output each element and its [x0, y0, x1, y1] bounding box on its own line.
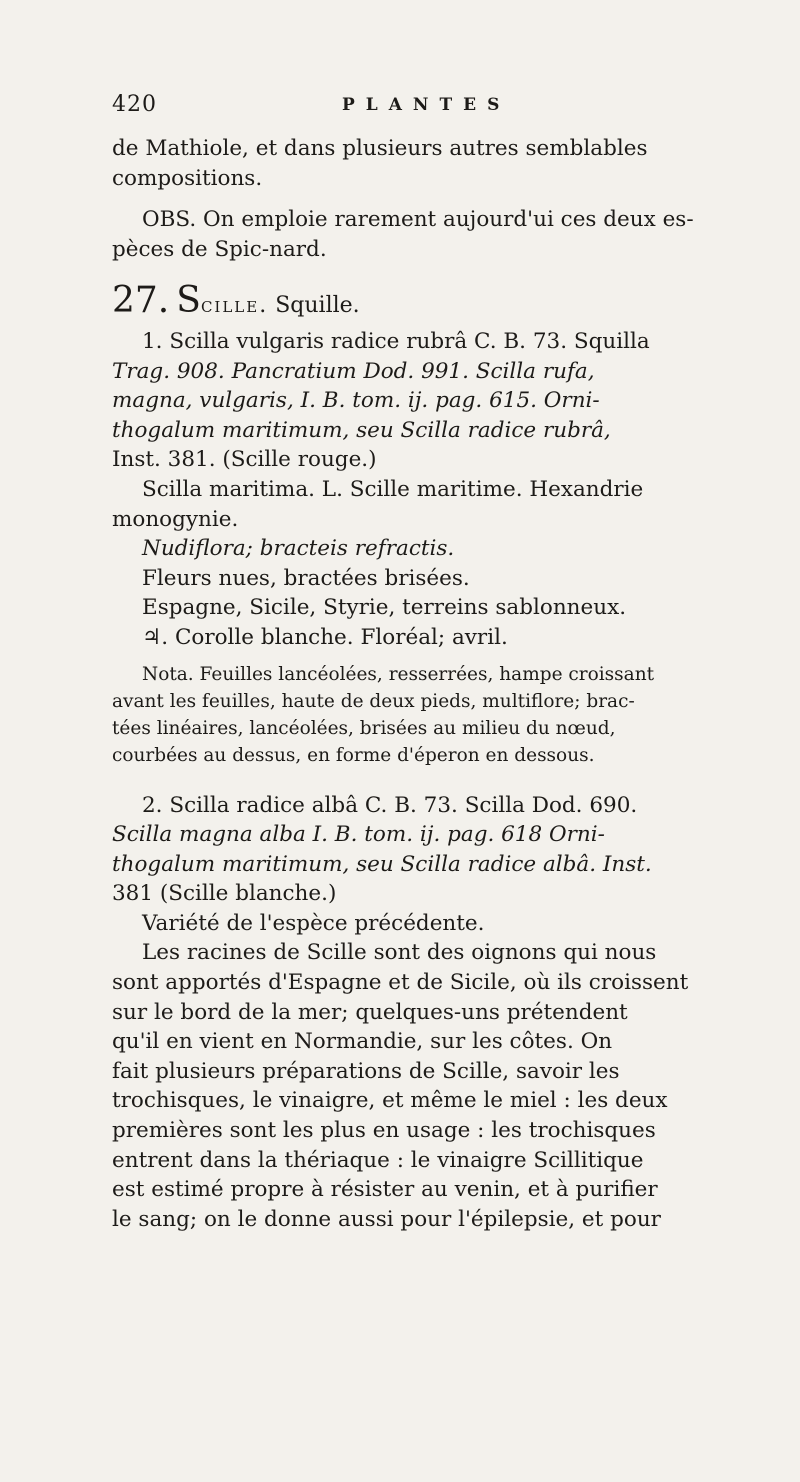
obs-paragraph: [112, 205, 767, 264]
synonym-line: Trag. 908. Pancratium Dod. 991. Scilla rufa,: [112, 358, 595, 384]
text-line: compositions.: [112, 165, 263, 191]
text-line: est estimé propre à résister au venin, et à purifier: [112, 1177, 658, 1203]
variety-line: Variété de l'espèce précédente.: [142, 910, 485, 936]
character-french: Fleurs nues, bractées brisées.: [142, 565, 470, 591]
synonym-line: thogalum maritimum, seu Scilla radice rubrâ,: [112, 417, 611, 443]
genus-initial: S: [176, 280, 201, 322]
synonym-line: Scilla magna alba I. B. tom. ij. pag. 618 Orni-: [112, 822, 605, 848]
text-line: trochisques, le vinaigre, et même le miel : les deux: [112, 1088, 668, 1114]
common-name: Squille.: [275, 293, 360, 319]
uses-paragraph: [112, 938, 767, 1234]
text-line: entrent dans la thériaque : le vinaigre Scillitique: [112, 1147, 644, 1173]
synonym-line: 1. Scilla vulgaris radice rubrâ C. B. 73. Squilla: [142, 328, 650, 354]
text-line: le sang; on le donne aussi pour l'épilepsie, et pour: [112, 1206, 661, 1232]
intro-paragraph: [112, 134, 767, 193]
text-line: OBS. On emploie rarement aujourd'ui ces deux es-: [142, 207, 694, 233]
nota-line: tées linéaires, lancéolées, brisées au milieu du nœud,: [112, 717, 616, 739]
text-line: Les racines de Scille sont des oignons qui nous: [142, 940, 657, 966]
character-latin: Nudiflora; bracteis refractis.: [142, 536, 455, 562]
text-line: pèces de Spic-nard.: [112, 236, 327, 262]
habitat-line: Espagne, Sicile, Styrie, terreins sablonneux.: [142, 595, 627, 621]
page-header: [112, 90, 767, 134]
synonym-line: Inst. 381. (Scille rouge.): [112, 447, 377, 473]
book-page: [112, 90, 767, 1234]
text-line: fait plusieurs préparations de Scille, savoir les: [112, 1058, 620, 1084]
nota-line: courbées au dessus, en forme d'éperon en dessous.: [112, 744, 595, 766]
genus-name: cille.: [200, 293, 269, 319]
flower-line: ♃. Corolle blanche. Floréal; avril.: [142, 624, 508, 650]
text-line: de Mathiole, et dans plusieurs autres semblables: [112, 136, 648, 161]
species-1-entry: [112, 327, 767, 769]
text-line: sur le bord de la mer; quelques-uns prétendent: [112, 999, 628, 1025]
text-line: premières sont les plus en usage : les trochisques: [112, 1118, 656, 1144]
nota-paragraph: [112, 661, 767, 769]
synonym-line: 2. Scilla radice albâ C. B. 73. Scilla Dod. 690.: [142, 792, 638, 818]
running-head: PLANTES: [342, 95, 511, 115]
page-number: 420: [112, 92, 157, 117]
synonym-line: thogalum maritimum, seu Scilla radice albâ. Inst.: [112, 851, 652, 877]
species-2-entry: [112, 791, 767, 939]
section-number: 27.: [112, 280, 170, 322]
text-line: qu'il en vient en Normandie, sur les côtes. On: [112, 1029, 613, 1055]
synonym-line: 381 (Scille blanche.): [112, 881, 337, 907]
linnaeus-line: Scilla maritima. L. Scille maritime. Hexandrie: [142, 476, 644, 502]
synonym-line: magna, vulgaris, I. B. tom. ij. pag. 615. Orni-: [112, 388, 600, 414]
section-heading: [112, 280, 767, 322]
nota-line: Nota. Feuilles lancéolées, resserrées, hampe croissant: [142, 663, 655, 685]
linnaeus-line: monogynie.: [112, 506, 239, 532]
nota-line: avant les feuilles, haute de deux pieds, multiflore; brac-: [112, 690, 635, 712]
text-line: sont apportés d'Espagne et de Sicile, où ils croissent: [112, 970, 689, 996]
